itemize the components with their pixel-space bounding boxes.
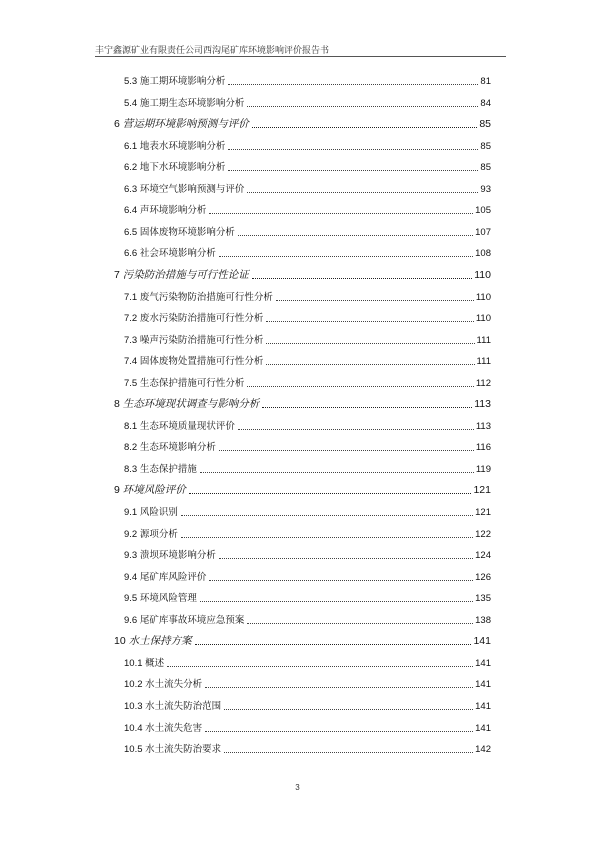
- toc-section-entry[interactable]: [124, 181, 491, 197]
- toc-entry-title: 环境空气影响预测与评价: [139, 183, 245, 195]
- toc-entry-number: 10.4: [124, 722, 143, 734]
- toc-entry-label: [124, 569, 207, 583]
- toc-entry-label: [124, 741, 222, 755]
- toc-entry-page: 112: [475, 377, 491, 389]
- toc-entry-number: 6.3: [124, 183, 138, 195]
- toc-entry-label: [124, 159, 226, 173]
- toc-section-entry[interactable]: [124, 159, 491, 175]
- toc-entry-page: 119: [475, 463, 491, 475]
- toc-leader-dots: [247, 623, 473, 624]
- toc-entry-number: 6.5: [124, 226, 138, 238]
- toc-entry-label: [124, 353, 264, 367]
- toc-entry-page: 81: [480, 76, 491, 87]
- toc-entry-label: [124, 720, 203, 734]
- toc-section-entry[interactable]: [124, 289, 491, 305]
- toc-section-entry[interactable]: [124, 526, 491, 542]
- toc-entry-label: [124, 547, 217, 561]
- toc-entry-title: 生态保护措施可行性分析: [139, 377, 245, 389]
- toc-leader-dots: [247, 386, 473, 387]
- toc-section-entry[interactable]: [124, 655, 491, 671]
- toc-section-entry[interactable]: [124, 418, 491, 434]
- toc-section-entry[interactable]: [124, 547, 491, 563]
- toc-entry-number: 8.3: [124, 463, 138, 475]
- toc-entry-title: 水土流失分析: [145, 679, 203, 691]
- toc-section-entry[interactable]: [124, 439, 491, 455]
- toc-section-entry[interactable]: [124, 138, 491, 154]
- toc-leader-dots: [247, 106, 478, 107]
- toc-entry-page: 111: [476, 334, 491, 346]
- toc-entry-title: 概述: [145, 657, 165, 669]
- toc-entry-page: 85: [480, 162, 491, 174]
- toc-entry-title: 生态环境影响分析: [139, 442, 216, 454]
- toc-entry-label: [124, 612, 245, 626]
- toc-section-entry[interactable]: [124, 612, 491, 628]
- toc-entry-page: 141: [475, 722, 491, 734]
- toc-entry-title: 生态保护措施: [139, 463, 197, 475]
- toc-entry-number: 6.1: [124, 140, 138, 152]
- toc-leader-dots: [252, 278, 472, 279]
- toc-entry-number: 10.1: [124, 657, 143, 669]
- toc-entry-label: [124, 332, 264, 346]
- toc-entry-number: 7.1: [124, 291, 138, 303]
- toc-entry-page: 85: [480, 140, 491, 152]
- toc-leader-dots: [181, 537, 473, 538]
- toc-section-entry[interactable]: [124, 73, 491, 89]
- toc-entry-number: 7.3: [124, 334, 138, 346]
- toc-entry-title: 水土保持方案: [128, 636, 192, 648]
- toc-leader-dots: [228, 170, 478, 171]
- toc-leader-dots: [200, 472, 474, 473]
- toc-entry-label: [124, 461, 198, 475]
- toc-entry-page: 142: [475, 744, 491, 756]
- toc-leader-dots: [205, 731, 473, 732]
- toc-entry-page: 135: [475, 593, 491, 605]
- toc-entry-page: 122: [475, 528, 491, 540]
- toc-entry-number: 10.3: [124, 700, 143, 712]
- toc-entry-page: 121: [473, 484, 491, 497]
- toc-entry-number: 9.5: [124, 593, 138, 605]
- toc-leader-dots: [167, 666, 473, 667]
- toc-entry-label: [124, 224, 236, 238]
- toc-entry-title: 尾矿库事故环境应急预案: [139, 614, 245, 626]
- toc-entry-title: 水土流失防治要求: [145, 744, 222, 756]
- toc-leader-dots: [224, 709, 473, 710]
- toc-entry-page: 113: [475, 420, 491, 432]
- toc-leader-dots: [228, 149, 478, 150]
- toc-entry-number: 6: [114, 118, 120, 131]
- toc-entry-page: 138: [475, 614, 491, 626]
- toc-entry-title: 施工期环境影响分析: [139, 76, 226, 87]
- toc-leader-dots: [181, 515, 473, 516]
- toc-entry-page: 108: [475, 248, 491, 260]
- toc-entry-page: 141: [475, 657, 491, 669]
- toc-entry-title: 固体废物环境影响分析: [139, 226, 235, 238]
- toc-section-entry[interactable]: [124, 569, 491, 585]
- toc-section-entry[interactable]: [124, 741, 491, 757]
- toc-section-entry[interactable]: [124, 720, 491, 736]
- toc-entry-label: [124, 95, 245, 109]
- toc-entry-title: 营运期环境影响预测与评价: [122, 119, 249, 131]
- toc-entry-page: 124: [475, 550, 491, 562]
- toc-entry-label: [114, 267, 250, 282]
- toc-entry-page: 141: [475, 679, 491, 691]
- toc-entry-title: 水土流失危害: [145, 722, 203, 734]
- toc-entry-number: 10: [114, 635, 126, 648]
- toc-section-entry[interactable]: [124, 676, 491, 692]
- toc-entry-number: 6.2: [124, 162, 138, 174]
- toc-entry-page: 141: [475, 700, 491, 712]
- toc-entry-title: 源项分析: [139, 528, 178, 540]
- toc-entry-number: 7.5: [124, 377, 138, 389]
- toc-entry-number: 9.6: [124, 614, 138, 626]
- toc-leader-dots: [266, 321, 473, 322]
- toc-entry-label: [124, 138, 226, 152]
- toc-entry-title: 污染防治措施与可行性论证: [122, 269, 249, 281]
- toc-chapter-entry[interactable]: [114, 396, 491, 412]
- toc-entry-title: 噪声污染防治措施可行性分析: [139, 334, 264, 346]
- toc-entry-number: 8.1: [124, 420, 138, 432]
- toc-entry-title: 水土流失防治范围: [145, 700, 222, 712]
- toc-entry-label: [114, 482, 187, 497]
- toc-entry-title: 环境风险管理: [139, 593, 197, 605]
- toc-section-entry[interactable]: [124, 375, 491, 391]
- toc-chapter-entry[interactable]: [114, 633, 491, 649]
- toc-entry-number: 5.4: [124, 97, 138, 109]
- toc-section-entry[interactable]: [124, 504, 491, 520]
- toc-chapter-entry[interactable]: [114, 267, 491, 283]
- toc-section-entry[interactable]: [124, 202, 491, 218]
- toc-leader-dots: [266, 343, 474, 344]
- toc-section-entry[interactable]: [124, 224, 491, 240]
- toc-entry-title: 声环境影响分析: [139, 205, 207, 217]
- toc-entry-page: 111: [476, 356, 491, 368]
- toc-section-entry[interactable]: [124, 698, 491, 714]
- toc-entry-label: [124, 439, 217, 453]
- page-number: 3: [295, 783, 300, 792]
- toc-entry-title: 溃坝环境影响分析: [139, 550, 216, 562]
- toc-entry-title: 尾矿库风险评价: [139, 571, 207, 583]
- toc-leader-dots: [228, 84, 478, 85]
- toc-entry-label: [124, 310, 264, 324]
- toc-section-entry[interactable]: [124, 461, 491, 477]
- toc-section-entry[interactable]: [124, 353, 491, 369]
- toc-entry-number: 8.2: [124, 442, 138, 454]
- toc-entry-title: 废气污染物防治措施可行性分析: [139, 291, 273, 303]
- toc-entry-title: 社会环境影响分析: [139, 248, 216, 260]
- header-rule: [95, 56, 506, 57]
- toc-section-entry[interactable]: [124, 310, 491, 326]
- toc-entry-number: 8: [114, 398, 120, 411]
- toc-entry-page: 141: [473, 635, 491, 648]
- toc-entry-title: 生态环境质量现状评价: [139, 420, 235, 432]
- toc-entry-number: 9: [114, 484, 120, 497]
- toc-entry-label: [114, 116, 250, 131]
- toc-entry-label: [124, 202, 207, 216]
- toc-entry-label: [124, 289, 274, 303]
- toc-entry-page: 110: [475, 291, 491, 303]
- toc-leader-dots: [200, 601, 473, 602]
- toc-leader-dots: [266, 364, 474, 365]
- toc-entry-title: 地表水环境影响分析: [139, 140, 226, 152]
- toc-leader-dots: [209, 580, 473, 581]
- toc-entry-number: 9.1: [124, 507, 138, 518]
- toc-leader-dots: [238, 235, 473, 236]
- toc-entry-label: [124, 375, 245, 389]
- toc-entry-title: 废水污染防治措施可行性分析: [139, 313, 264, 325]
- toc-entry-number: 7.4: [124, 356, 138, 368]
- toc-entry-page: 105: [475, 205, 491, 217]
- toc-entry-page: 113: [474, 398, 491, 411]
- toc-leader-dots: [189, 493, 472, 494]
- toc-entry-label: [124, 655, 165, 669]
- toc-leader-dots: [195, 644, 472, 645]
- toc-leader-dots: [238, 429, 474, 430]
- toc-leader-dots: [247, 192, 478, 193]
- toc-entry-number: 7: [114, 268, 120, 281]
- toc-chapter-entry[interactable]: [114, 116, 491, 132]
- toc-entry-label: [124, 698, 222, 712]
- toc-entry-title: 施工期生态环境影响分析: [139, 97, 245, 109]
- toc-entry-page: 107: [475, 226, 491, 238]
- toc-entry-label: [124, 676, 203, 690]
- toc-section-entry[interactable]: [124, 332, 491, 348]
- toc-entry-title: 生态环境现状调查与影响分析: [122, 399, 260, 411]
- toc-entry-label: [124, 590, 198, 604]
- toc-entry-page: 93: [480, 183, 491, 195]
- toc-entry-label: [124, 418, 236, 432]
- toc-leader-dots: [219, 558, 473, 559]
- toc-entry-title: 地下水环境影响分析: [139, 162, 226, 174]
- toc-entry-number: 5.3: [124, 76, 138, 87]
- toc-entry-label: [124, 504, 179, 518]
- toc-entry-label: [114, 633, 193, 648]
- toc-entry-label: [124, 245, 217, 259]
- toc-entry-page: 85: [479, 118, 491, 131]
- toc-entry-number: 9.4: [124, 571, 138, 583]
- toc-entry-label: [124, 73, 226, 87]
- toc-entry-number: 7.2: [124, 313, 138, 325]
- toc-entry-number: 9.2: [124, 528, 138, 540]
- toc-entry-page: 116: [475, 442, 491, 454]
- toc-entry-number: 10.2: [124, 679, 143, 691]
- toc-leader-dots: [209, 213, 473, 214]
- running-header: 丰宁鑫源矿业有限责任公司西沟尾矿库环境影响评价报告书: [95, 45, 330, 55]
- toc-entry-title: 固体废物处置措施可行性分析: [139, 356, 264, 368]
- toc-entry-page: 84: [480, 97, 491, 109]
- toc-entry-page: 110: [474, 268, 491, 281]
- toc-entry-page: 110: [475, 313, 491, 325]
- toc-entry-label: [114, 396, 260, 411]
- toc-leader-dots: [276, 300, 474, 301]
- toc-leader-dots: [219, 256, 473, 257]
- toc-entry-label: [124, 526, 179, 540]
- toc-section-entry[interactable]: [124, 95, 491, 111]
- toc-entry-number: 6.6: [124, 248, 138, 260]
- toc-entry-number: 10.5: [124, 744, 143, 756]
- toc-chapter-entry[interactable]: [114, 482, 491, 498]
- toc-entry-number: 6.4: [124, 205, 138, 217]
- toc-leader-dots: [219, 450, 474, 451]
- toc-section-entry[interactable]: [124, 590, 491, 606]
- toc-section-entry[interactable]: [124, 245, 491, 261]
- toc-leader-dots: [262, 407, 472, 408]
- toc-leader-dots: [224, 752, 473, 753]
- toc-entry-label: [124, 181, 245, 195]
- toc-entry-title: 风险识别: [139, 507, 178, 518]
- toc-entry-page: 121: [475, 507, 491, 518]
- toc-entry-number: 9.3: [124, 550, 138, 562]
- toc-entry-title: 环境风险评价: [122, 485, 186, 497]
- toc-entry-page: 126: [475, 571, 491, 583]
- toc-leader-dots: [252, 127, 478, 128]
- toc-leader-dots: [205, 687, 473, 688]
